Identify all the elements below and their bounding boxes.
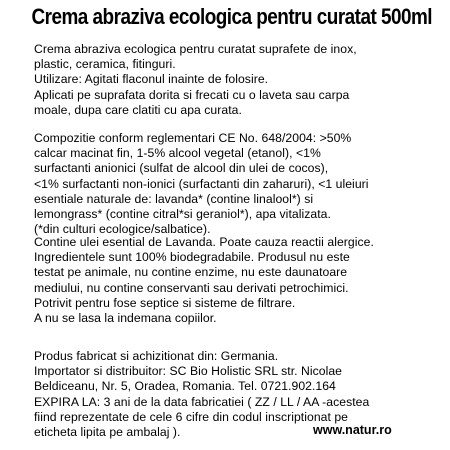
warning-line: Contine ulei esential de Lavanda. Poate cauza reactii alergice. — [34, 235, 374, 249]
usage-section — [34, 42, 446, 118]
usage-line: plastic, ceramica, fitinguri. — [34, 57, 176, 72]
composition-line: lemongrass* (contine citral*si geraniol*), apa vitalizata. — [34, 207, 331, 222]
warning-line: testat pe animale, nu contine enzime, nu este daunatoare — [34, 265, 348, 280]
producer-line: fiind reprezentate de cele 6 cifre din codul inscriptionat pe — [34, 409, 349, 424]
composition-line: surfactanti anionici (sulfat de alcool din ulei de cocos), — [34, 161, 329, 176]
producer-line: Importator si distribuitor: SC Bio Holistic SRL str. Nicolae — [34, 364, 343, 379]
warning-line: A nu se lasa la indemana copiilor. — [34, 311, 217, 326]
usage-line: Utilizare: Agitati flaconul inainte de folosire. — [34, 72, 269, 87]
website-url: www.natur.ro — [313, 423, 392, 437]
product-title: Crema abraziva ecologica pentru curatat 500ml — [31, 4, 433, 29]
composition-line: (*din culturi ecologice/salbatice). — [34, 222, 211, 237]
producer-line: Produs fabricat si achizitionat din: Germania. — [34, 349, 279, 363]
composition-line: esentiale naturale de: lavanda* (contine linalool*) si — [34, 191, 314, 206]
warning-line: Ingredientele sunt 100% biodegradabile. Produsul nu este — [34, 250, 350, 265]
producer-line: EXPIRA LA: 3 ani de la data fabricatiei ( ZZ / LL / AA -acestea — [34, 394, 370, 409]
producer-line: eticheta lipita pe ambalaj ). — [34, 425, 181, 440]
usage-line: moale, dupa care clatiti cu apa curata. — [34, 102, 242, 117]
composition-line: calcar macinat fin, 1-5% alcool vegetal (etanol), <1% — [34, 146, 321, 161]
producer-line: Beldiceanu, Nr. 5, Oradea, Romania. Tel. 0721.902.164 — [34, 379, 336, 394]
warning-line: Potrivit pentru fose septice si sisteme de filtrare. — [34, 295, 296, 310]
usage-line: Crema abraziva ecologica pentru curatat suprafete de inox, — [34, 42, 357, 56]
usage-line: Aplicati pe suprafata dorita si frecati cu o laveta sau carpa — [34, 87, 350, 102]
composition-section — [34, 131, 446, 237]
composition-line: <1% surfactanti non-ionici (surfactanti din zaharuri), <1 uleiuri — [34, 176, 369, 191]
warning-line: mediului, nu contine conservanti sau derivati petrochimici. — [34, 280, 349, 295]
warnings-section — [34, 235, 446, 326]
composition-line: Compozitie conform reglementari CE No. 648/2004: >50% — [34, 131, 352, 145]
